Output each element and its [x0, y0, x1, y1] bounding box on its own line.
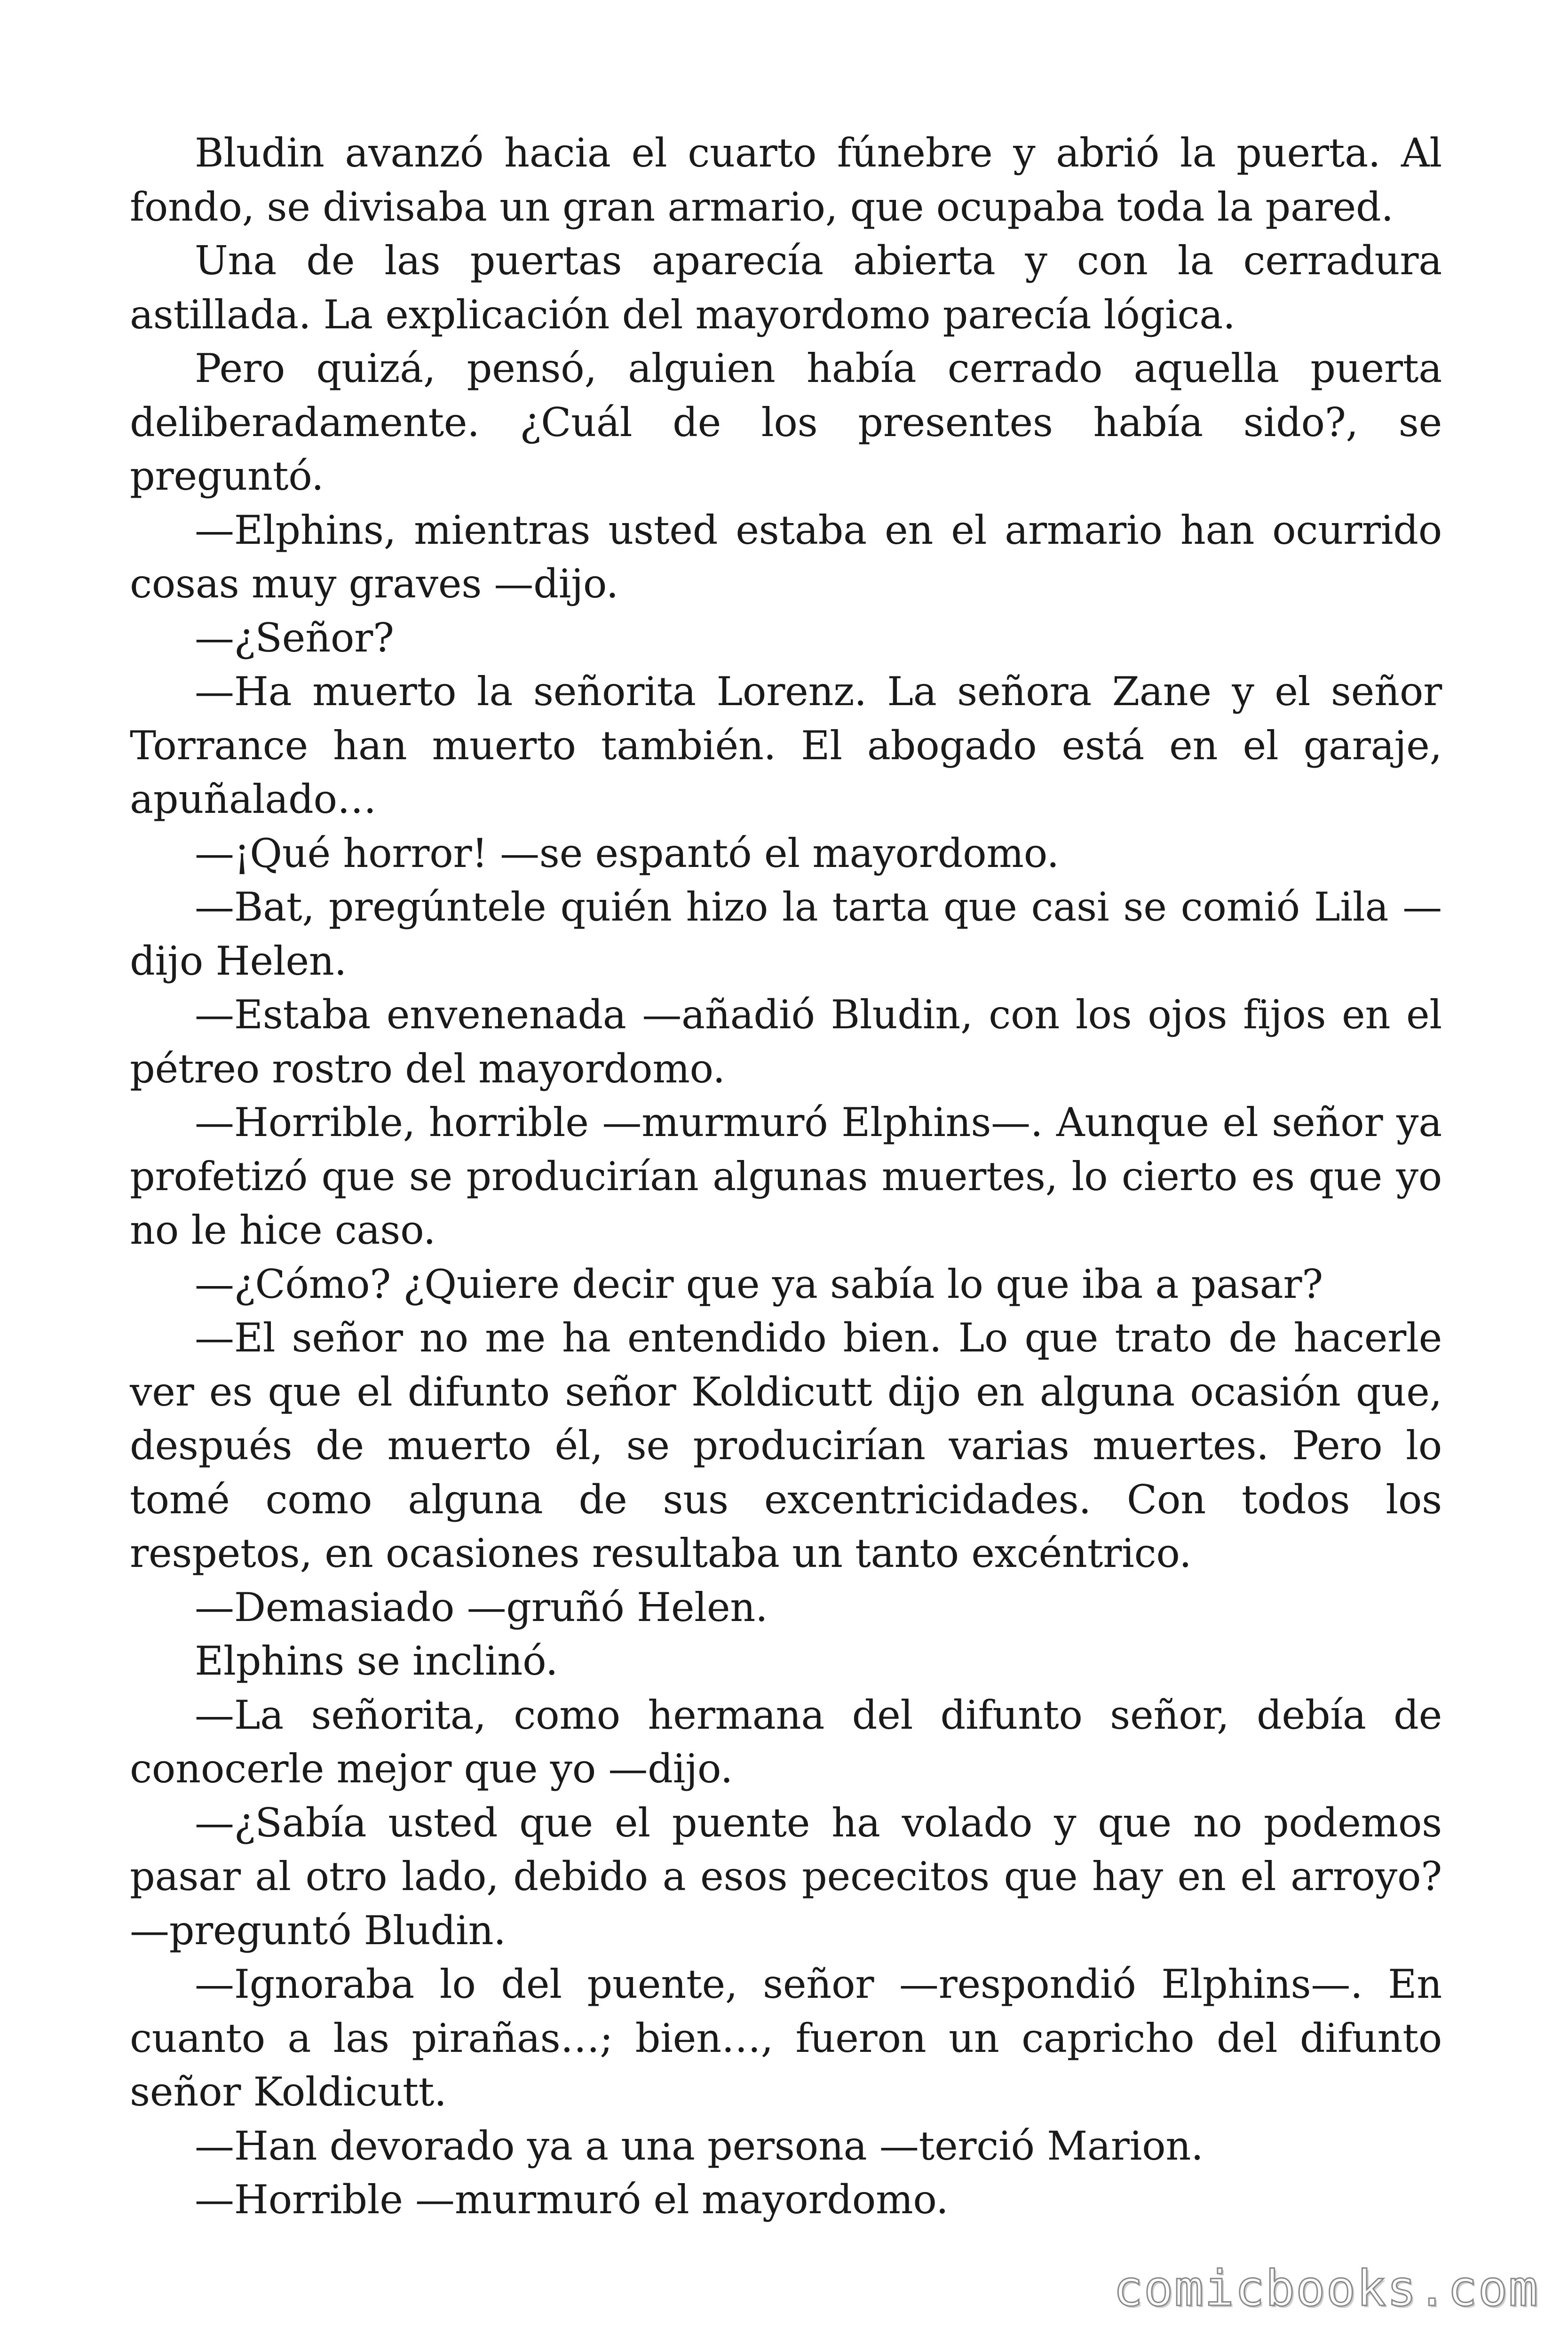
watermark: comicbooks.com: [1113, 2260, 1539, 2317]
paragraph: —¡Qué horror! —se espantó el mayordomo.: [195, 830, 1059, 876]
paragraph: —Horrible —murmuró el mayordomo.: [195, 2177, 949, 2223]
paragraph: —Estaba envenenada —añadió Bludin, con los ojos fijos en el pétreo rostro del mayordomo.: [130, 992, 1442, 1092]
paragraph: —Horrible, horrible —murmuró Elphins—. Aunque el señor ya profetizó que se producirían algunas muertes, lo cierto es que yo no le hice caso.: [130, 1099, 1442, 1253]
paragraph: —Bat, pregúntele quién hizo la tarta que casi se comió Lila —dijo Helen.: [130, 884, 1442, 984]
paragraph: —Han devorado ya a una persona —terció Marion.: [195, 2122, 1204, 2169]
paragraph: —El señor no me ha entendido bien. Lo que trato de hacerle ver es que el difunto señor Koldicutt dijo en alguna ocasión que, después de muerto él, se producirían varias muertes. Pero lo tomé como alguna de sus excentricidades. Con todos los respetos, en ocasiones resultaba un tanto excéntrico.: [130, 1315, 1442, 1576]
paragraph: Una de las puertas aparecía abierta y con la cerradura astillada. La explicación del mayordomo parecía lógica.: [130, 238, 1442, 338]
paragraph: —Demasiado —gruñó Helen.: [195, 1584, 768, 1630]
paragraph: —Ignoraba lo del puente, señor —respondió Elphins—. En cuanto a las pirañas…; bien…, fueron un capricho del difunto señor Koldicutt.: [130, 1961, 1442, 2115]
body-text: [130, 126, 1442, 2227]
paragraph: Elphins se inclinó.: [195, 1638, 558, 1684]
paragraph: Pero quizá, pensó, alguien había cerrado aquella puerta deliberadamente. ¿Cuál de los presentes había sido?, se preguntó.: [130, 345, 1442, 499]
paragraph: —¿Cómo? ¿Quiere decir que ya sabía lo que iba a pasar?: [195, 1261, 1323, 1307]
paragraph: Bludin avanzó hacia el cuarto fúnebre y abrió la puerta. Al fondo, se divisaba un gran armario, que ocupaba toda la pared.: [130, 130, 1442, 230]
paragraph: —Elphins, mientras usted estaba en el armario han ocurrido cosas muy graves —dijo.: [130, 507, 1442, 607]
paragraph: —¿Señor?: [195, 614, 394, 661]
paragraph: —¿Sabía usted que el puente ha volado y que no podemos pasar al otro lado, debido a esos pececitos que hay en el arroyo? —preguntó Bludin.: [130, 1799, 1442, 1954]
paragraph: —Ha muerto la señorita Lorenz. La señora Zane y el señor Torrance han muerto también. El abogado está en el garaje, apuñalado…: [130, 668, 1442, 822]
paragraph: —La señorita, como hermana del difunto señor, debía de conocerle mejor que yo —dijo.: [130, 1692, 1442, 1792]
